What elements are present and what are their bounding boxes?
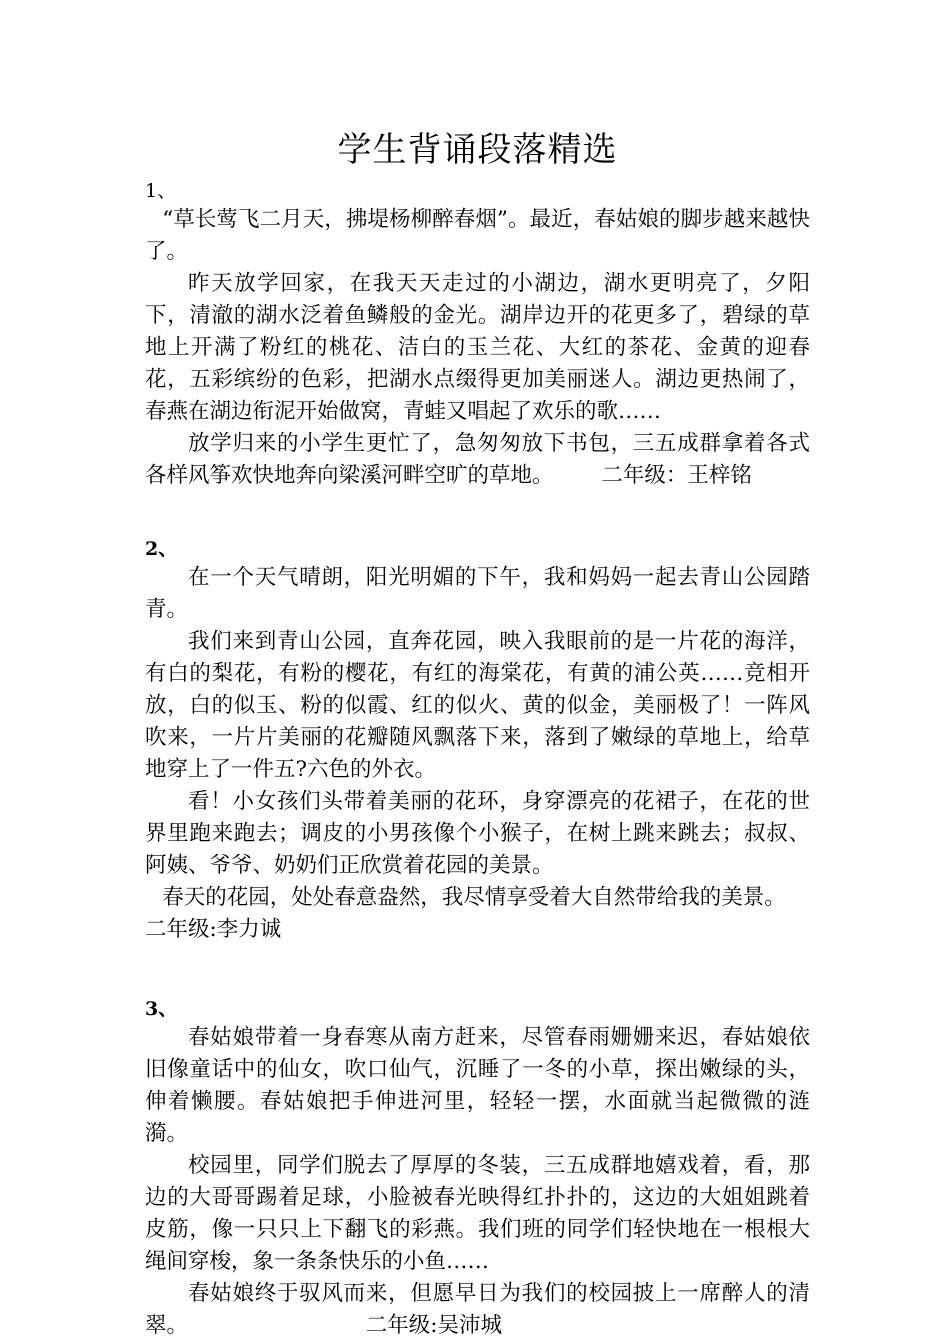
section-1-paragraph-2: 昨天放学回家，在我天天走过的小湖边，湖水更明亮了，夕阳下，清澈的湖水泛着鱼鳞般的金光。湖岸边开的花更多了，碧绿的草地上开满了粉红的桃花、洁白的玉兰花、大红的茶花、金黄的迎春花，五彩缤纷的色彩，把湖水点缀得更加美丽迷人。湖边更热闹了，春燕在湖边衔泥开始做窝，青蛙又唱起了欢乐的歌……: [145, 271, 810, 424]
section-1-paragraph-3: [145, 428, 810, 492]
section-1: [145, 178, 810, 492]
section-2-paragraph-2: 我们来到青山公园，直奔花园，映入我眼前的是一片花的海洋，有白的梨花，有粉的樱花，有红的海棠花，有黄的浦公英……竞相开放，白的似玉、粉的似霞、红的似火、黄的似金，美丽极了！一阵风吹来，一片片美丽的花瓣随风飘落下来，落到了嫩绿的草地上，给草地穿上了一件五?六色的外衣。: [145, 629, 810, 782]
section-3-signature: 二年级:吴沛城: [365, 1313, 502, 1338]
section-3-paragraph-3-text: 春姑娘终于驭风而来，但愿早日为我们的校园披上一席醉人的清翠。: [145, 1281, 810, 1338]
spacer: [145, 492, 810, 536]
section-3-paragraph-1: 春姑娘带着一身春寒从南方赶来，尽管春雨姗姗来迟，春姑娘依旧像童话中的仙女，吹口仙气，沉睡了一冬的小草，探出嫩绿的头，伸着懒腰。春姑娘把手伸进河里，轻轻一摆，水面就当起微微的涟漪。: [145, 1025, 810, 1146]
section-1-signature: 二年级：王梓铭: [601, 463, 752, 488]
section-2-paragraph-4: 春天的花园，处处春意盎然，我尽情享受着大自然带给我的美景。: [162, 885, 786, 910]
spacer: [145, 946, 810, 996]
section-1-number: 1、: [145, 180, 177, 202]
section-3: [145, 996, 810, 1342]
document-title: 学生背诵段落精选: [337, 130, 618, 170]
section-2: [145, 536, 810, 946]
section-1-paragraph-3-text: 放学归来的小学生更忙了，急匆匆放下书包，三五成群拿着各式各样风筝欢快地奔向梁溪河畔空旷的草地。: [145, 431, 810, 488]
document-page: [145, 128, 810, 1342]
section-1-paragraph-1: “草长莺飞二月天，拂堤杨柳醉春烟”。最近，春姑娘的脚步越来越快了。: [145, 207, 810, 264]
section-2-number: 2、: [145, 538, 178, 560]
section-2-signature: 二年级:李力诚: [145, 917, 282, 942]
section-2-paragraph-1: 在一个天气晴朗，阳光明媚的下午，我和妈妈一起去青山公园踏青。: [145, 565, 810, 622]
section-3-paragraph-3: [145, 1278, 810, 1342]
section-3-paragraph-2: 校园里，同学们脱去了厚厚的冬装，三五成群地嬉戏着，看，那边的大哥哥踢着足球，小脸被春光映得红扑扑的，这边的大姐姐跳着皮筋，像一只只上下翻飞的彩燕。我们班的同学们轻快地在一根根大绳间穿梭，象一条条快乐的小鱼……: [145, 1153, 810, 1274]
section-3-number: 3、: [145, 998, 178, 1020]
section-2-paragraph-3: 看！小女孩们头带着美丽的花环，身穿漂亮的花裙子，在花的世界里跑来跑去；调皮的小男孩像个小猴子，在树上跳来跳去；叔叔、阿姨、爷爷、奶奶们正欣赏着花园的美景。: [145, 789, 810, 878]
